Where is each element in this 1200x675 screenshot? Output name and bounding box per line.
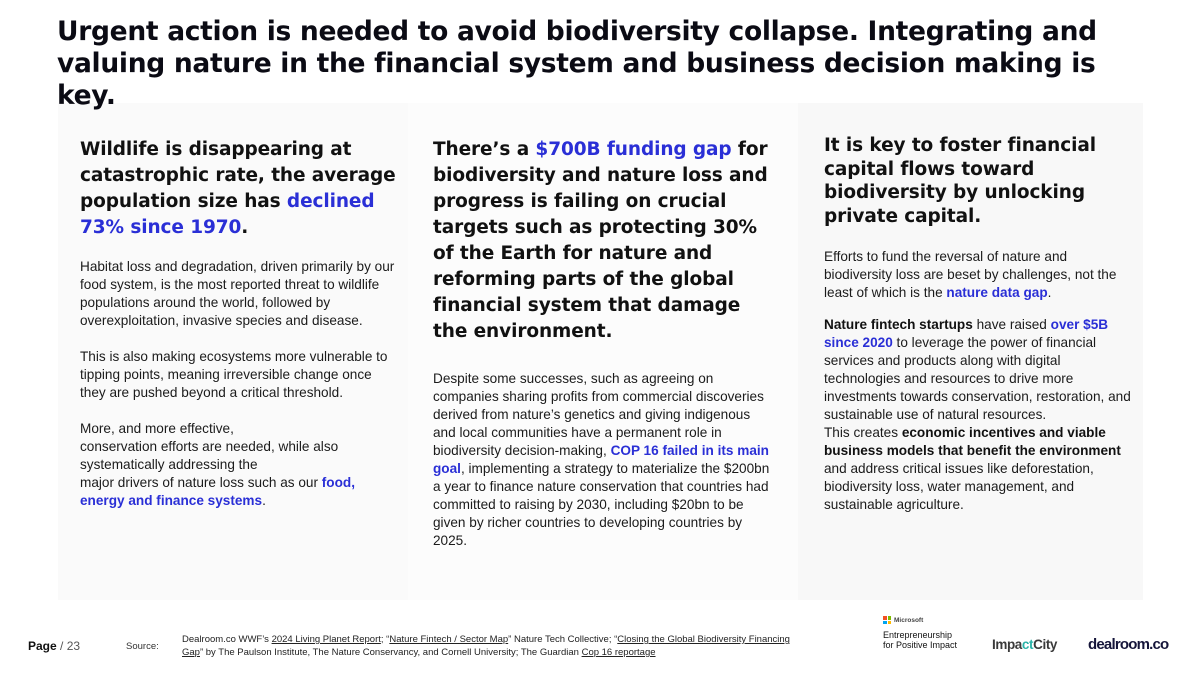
column-private-capital <box>824 134 1134 528</box>
funding-gap-highlight: $700B funding gap <box>535 139 732 160</box>
impact-b: ct <box>1021 637 1034 652</box>
funding-p-post: , implementing a strategy to materialize the $200bn a year to finance nature conservation that countries had committed to raising by 2030, including $20bn to be given by richer countries to developing countries by 2025. <box>433 461 770 548</box>
source-link-living-planet[interactable]: 2024 Living Planet Report <box>271 634 381 645</box>
pc-p2-line2-post: and address critical issues like deforestation, biodiversity loss, water management, and sustainable agriculture. <box>824 461 1094 512</box>
column-wildlife <box>80 137 398 528</box>
wildlife-paragraph-3 <box>80 420 398 510</box>
impact-a: Impa <box>992 637 1022 652</box>
wildlife-heading-end: . <box>241 217 249 238</box>
page-separator: / <box>56 639 67 653</box>
fintech-bold: Nature fintech startups <box>824 317 973 332</box>
source-label: Source: <box>126 641 159 652</box>
wildlife-p3-line2: conservation efforts are needed, while also systematically addressing the <box>80 439 339 472</box>
microsoft-wordmark: Microsoft <box>894 616 924 624</box>
src-part-3: ; “ <box>380 634 390 645</box>
wildlife-p3-line3: major drivers of nature loss such as our <box>80 475 322 490</box>
data-gap-highlight: nature data gap <box>946 285 1048 300</box>
column-funding-gap <box>433 137 773 568</box>
microsoft-mark <box>883 616 973 624</box>
wildlife-paragraph-1: Habitat loss and degradation, driven primarily by our food system, is the most reported threat to wildlife populations around the world, followed by overexploitation, invasive species and disease. <box>80 259 395 328</box>
wildlife-p3-end: . <box>262 493 266 508</box>
src-part-7: ” by The Paulson Institute, The Nature Conservancy, and Cornell University; The Guardian <box>199 647 582 658</box>
private-capital-heading: It is key to foster financial capital flows toward biodiversity by unlocking private capital. <box>824 135 1096 227</box>
microsoft-icon <box>883 616 891 624</box>
source-link-financing-gap[interactable]: Closing the Global Biodiversity Financing Gap <box>182 634 790 658</box>
ms-line-1: Entrepreneurship <box>883 630 953 640</box>
pc-p2-mid: have raised <box>972 317 1051 332</box>
dealroom-logo: dealroom.co <box>1088 636 1169 653</box>
wildlife-heading-text: Wildlife is disappearing at catastrophic rate, the average population size has <box>80 139 396 212</box>
five-billion-highlight: over $5B since 2020 <box>824 317 1109 350</box>
funding-gap-paragraph <box>433 370 773 550</box>
ms-program-name <box>883 630 973 650</box>
pc-p2-line2-pre: This creates <box>824 425 902 440</box>
wildlife-p3-line1: More, and more effective, <box>80 421 234 436</box>
wildlife-paragraph-2: This is also making ecosystems more vulnerable to tipping points, meaning irreversible change once they are pushed beyond a critical threshold. <box>80 349 388 400</box>
page-number <box>28 639 80 653</box>
impact-c: City <box>1033 637 1058 652</box>
wildlife-heading <box>80 137 398 241</box>
private-capital-paragraph-1 <box>824 248 1134 302</box>
funding-heading-post: for biodiversity and nature loss and progress is failing on crucial targets such as protecting 30% of the Earth for nature and reforming parts of the global financial system that damage the environment. <box>433 139 768 342</box>
source-text <box>182 633 797 659</box>
incentives-bold: economic incentives and viable business models that benefit the environment <box>824 425 1121 458</box>
wildlife-decline-highlight: declined 73% since 1970 <box>80 191 375 238</box>
source-link-cop16[interactable]: Cop 16 reportage <box>581 647 656 658</box>
pc-p1-post: . <box>1047 285 1052 300</box>
pc-p1-pre: Efforts to fund the reversal of nature and biodiversity loss are beset by challenges, not the least of which is the <box>824 249 1117 300</box>
page-title: Urgent action is needed to avoid biodiversity collapse. Integrating and valuing nature in the financial system and business decision making is key. <box>57 16 1097 111</box>
ms-line-2: for Positive Impact <box>883 640 958 650</box>
private-capital-paragraph-2 <box>824 316 1134 514</box>
pc-p2-post: to leverage the power of financial services and products along with digital technologies and resources to drive more investments towards conservation, restoration, and sustainable use of natural resources. <box>824 335 1131 422</box>
funding-heading-pre: There’s a <box>433 139 536 160</box>
page-label: Page <box>28 639 57 653</box>
funding-gap-heading <box>433 137 773 345</box>
drivers-highlight: food, energy and finance systems <box>80 475 355 508</box>
cop16-highlight: COP 16 failed in its main goal <box>433 443 769 476</box>
funding-p-pre: Despite some successes, such as agreeing on companies sharing profits from commercial discoveries derived from nature’s genetics and giving indigenous and local communities have a permanent role in biodiversity decision-making, <box>433 371 764 458</box>
source-link-sector-map[interactable]: Nature Fintech / Sector Map <box>389 634 509 645</box>
page-num: 23 <box>66 639 81 653</box>
src-part-5: ” Nature Tech Collective; “ <box>508 634 618 645</box>
impactcity-logo <box>992 637 1057 652</box>
src-part-1: Dealroom.co WWF’s <box>182 634 272 645</box>
microsoft-entrepreneurship-logo <box>883 616 973 650</box>
